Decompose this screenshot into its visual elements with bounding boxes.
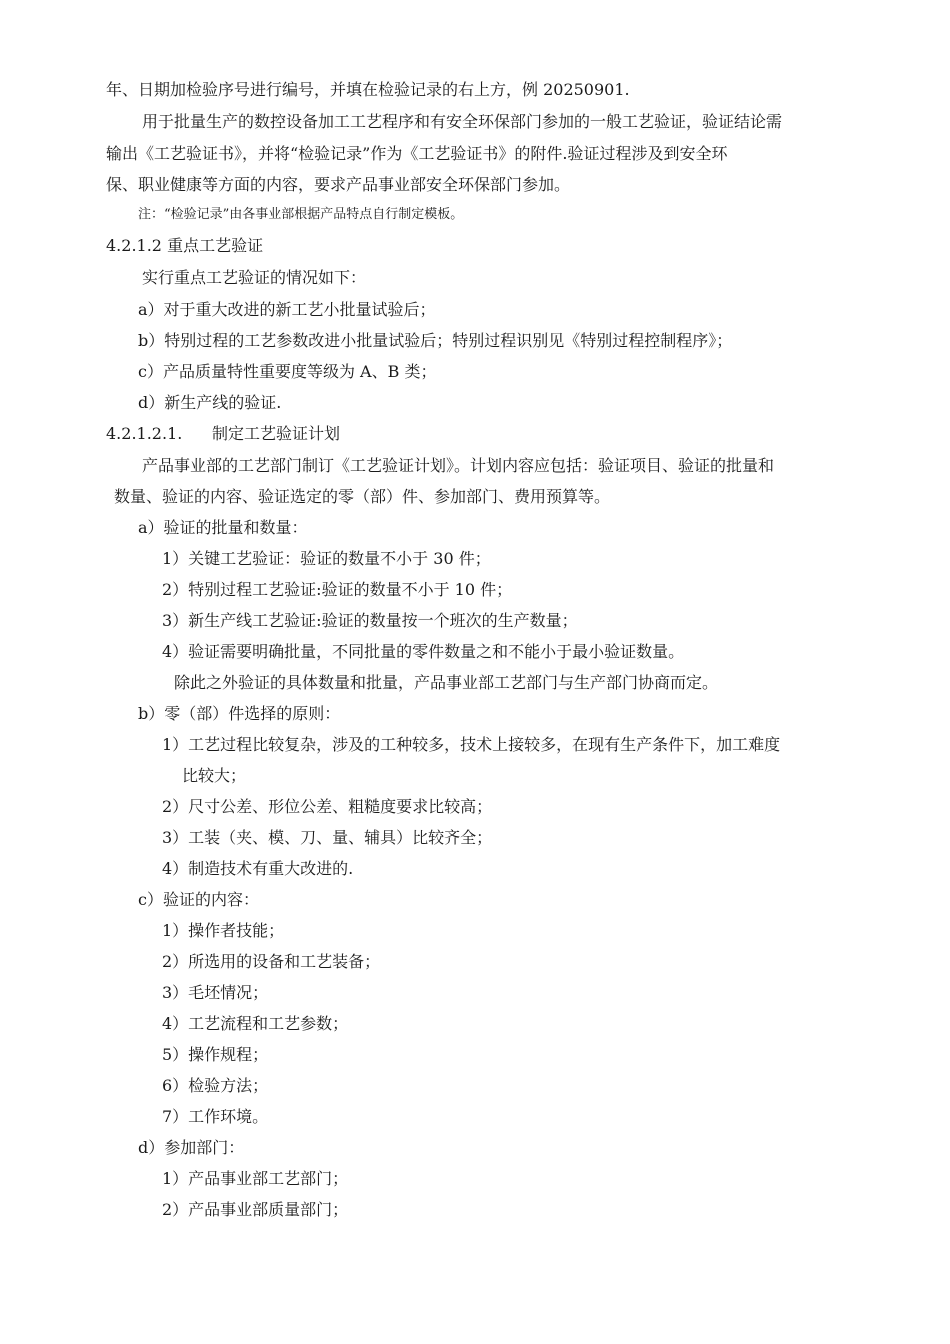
sub-list-item: 1）操作者技能； bbox=[162, 921, 285, 940]
sub-list-item: 3）新生产线工艺验证:验证的数量按一个班次的生产数量； bbox=[162, 611, 578, 630]
sub-list-item: 2）所选用的设备和工艺装备； bbox=[162, 952, 381, 971]
sub-list-item: 2）产品事业部质量部门； bbox=[162, 1200, 349, 1219]
section-heading: 4.2.1.2 重点工艺验证 bbox=[106, 236, 264, 255]
list-item: a）对于重大改进的新工艺小批量试验后； bbox=[138, 300, 436, 319]
sub-list-item: 1）产品事业部工艺部门； bbox=[162, 1169, 349, 1188]
sub-list-item: 4）工艺流程和工艺参数； bbox=[162, 1014, 349, 1033]
sub-list-item: 2）特别过程工艺验证:验证的数量不小于 10 件； bbox=[162, 580, 513, 599]
sub-list-item: 3）工装（夹、模、刀、量、辅具）比较齐全； bbox=[162, 828, 493, 847]
list-item: a）验证的批量和数量： bbox=[138, 518, 308, 537]
note-line: 注：“检验记录”由各事业部根据产品特点自行制定模板。 bbox=[138, 207, 464, 222]
sub-list-item: 3）毛坯情况； bbox=[162, 983, 269, 1002]
section-heading bbox=[106, 424, 340, 444]
sub-list-item-continued: 比较大； bbox=[182, 766, 247, 785]
section-title: 制定工艺验证计划 bbox=[212, 424, 341, 443]
sub-list-item: 1）关键工艺验证：验证的数量不小于 30 件； bbox=[162, 549, 491, 568]
paragraph-line: 用于批量生产的数控设备加工工艺程序和有安全环保部门参加的一般工艺验证，验证结论需 bbox=[142, 112, 783, 131]
sub-list-item: 6）检验方法； bbox=[162, 1076, 269, 1095]
list-item: d）参加部门： bbox=[138, 1138, 245, 1157]
list-item: c）产品质量特性重要度等级为 A、B 类； bbox=[138, 362, 437, 381]
sub-list-item: 4）制造技术有重大改进的. bbox=[162, 859, 354, 878]
list-item: c）验证的内容： bbox=[138, 890, 259, 909]
sub-list-item: 1）工艺过程比较复杂，涉及的工种较多，技术上接较多，在现有生产条件下，加工难度 bbox=[162, 735, 781, 754]
sub-list-item: 2）尺寸公差、形位公差、粗糙度要求比较高； bbox=[162, 797, 493, 816]
paragraph-line: 实行重点工艺验证的情况如下： bbox=[142, 268, 367, 287]
list-item: d）新生产线的验证. bbox=[138, 393, 282, 412]
sub-list-item: 4）验证需要明确批量，不同批量的零件数量之和不能小于最小验证数量。 bbox=[162, 642, 685, 661]
paragraph-line: 输出《工艺验证书》，并将“检验记录”作为《工艺验证书》的附件.验证过程涉及到安全环 bbox=[106, 144, 728, 163]
sub-list-item: 5）操作规程； bbox=[162, 1045, 269, 1064]
sub-list-item: 7）工作环境。 bbox=[162, 1107, 269, 1126]
paragraph-line: 年、日期加检验序号进行编号，并填在检验记录的右上方，例 20250901. bbox=[106, 80, 630, 99]
list-item: b）零（部）件选择的原则： bbox=[138, 704, 341, 723]
section-number: 4.2.1.2.1. bbox=[106, 424, 183, 443]
paragraph-line: 数量、验证的内容、验证选定的零（部）件、参加部门、费用预算等。 bbox=[114, 487, 611, 506]
paragraph-line: 保、职业健康等方面的内容，要求产品事业部安全环保部门参加。 bbox=[106, 175, 571, 194]
list-item: b）特别过程的工艺参数改进小批量试验后；特别过程识别见《特别过程控制程序》； bbox=[138, 331, 733, 350]
paragraph-line: 产品事业部的工艺部门制订《工艺验证计划》。计划内容应包括：验证项目、验证的批量和 bbox=[142, 456, 775, 475]
paragraph-line: 除此之外验证的具体数量和批量，产品事业部工艺部门与生产部门协商而定。 bbox=[174, 673, 719, 692]
